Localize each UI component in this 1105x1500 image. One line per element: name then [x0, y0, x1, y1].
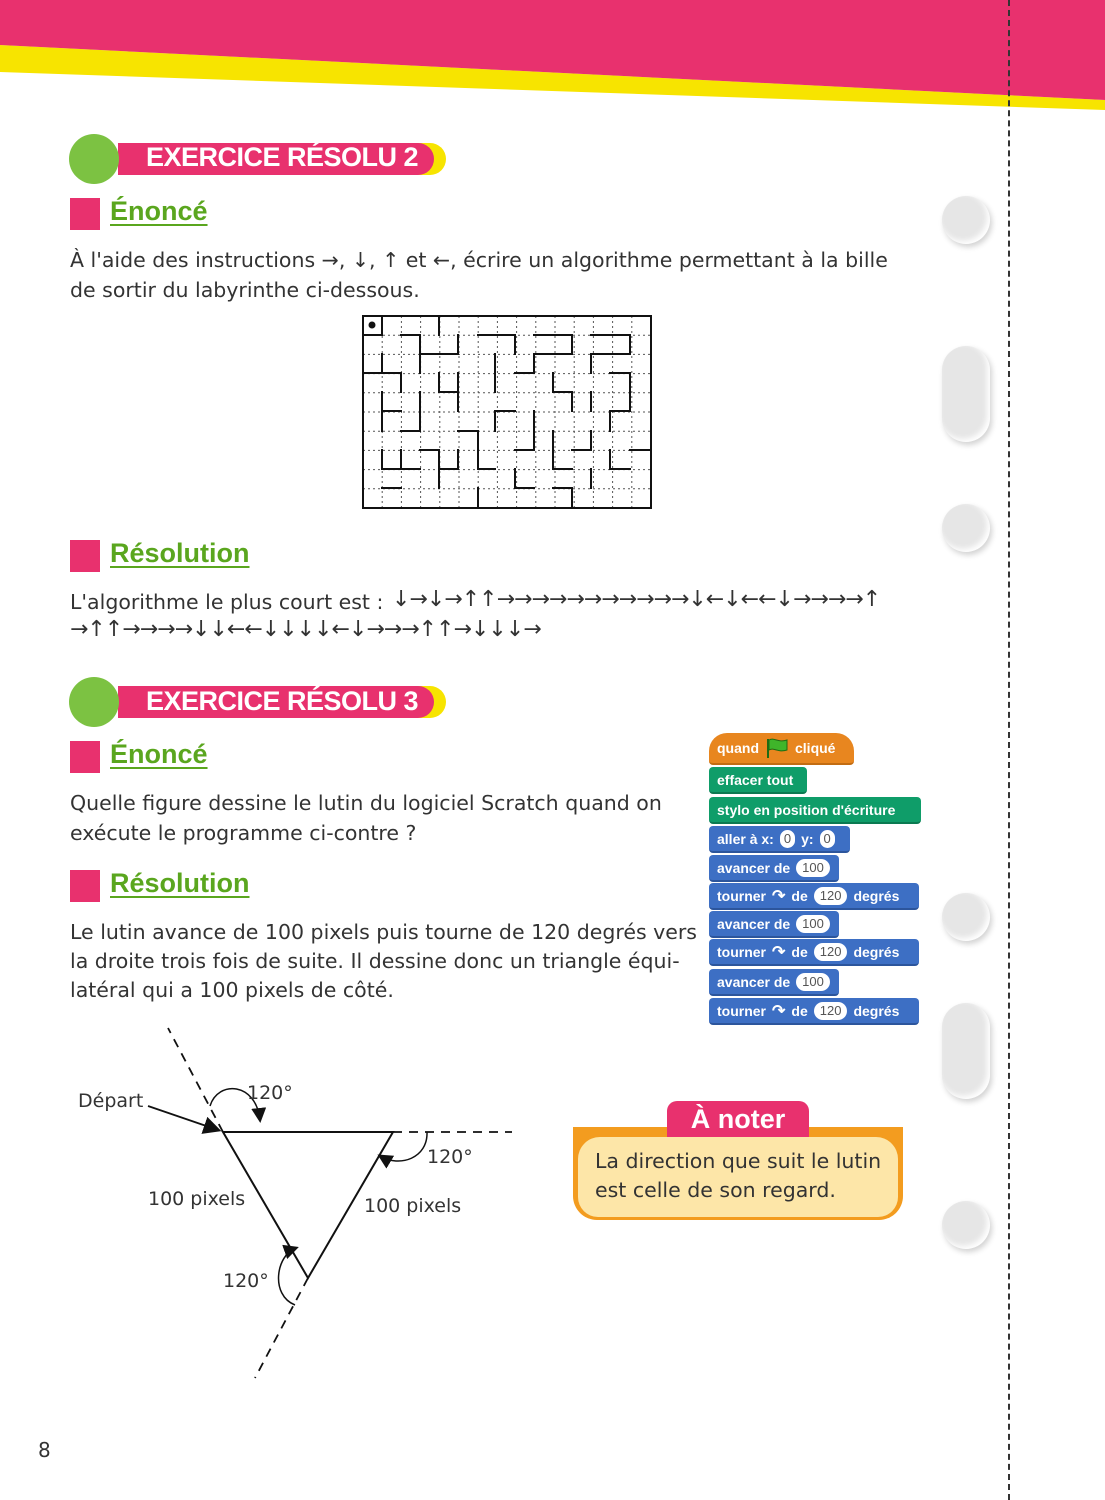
scratch-goto-y-label: y:: [801, 830, 814, 847]
binder-hole: [942, 346, 990, 442]
exercise-2-title: EXERCICE RÉSOLU 2: [146, 142, 419, 172]
scratch-move-value: 100: [796, 859, 830, 877]
binder-hole: [942, 1201, 990, 1249]
exercise-3-resolution-line1: Le lutin avance de 100 pixels puis tourne de 120 degrés vers: [70, 920, 697, 944]
note-title-tab: [667, 1101, 809, 1137]
side-label-left: 100 pixels: [148, 1188, 246, 1210]
scratch-goto-y-value: 0: [820, 830, 835, 848]
scratch-move-block: [709, 969, 839, 996]
scratch-move-label: avancer de: [717, 859, 791, 876]
scratch-turn-block: [709, 998, 919, 1025]
note-title: À noter: [690, 1103, 786, 1134]
turn-right-icon: ↷: [772, 943, 786, 961]
scratch-when-label: quand: [717, 740, 759, 756]
scratch-turn-de: de: [791, 943, 808, 960]
scratch-turn-de: de: [791, 1002, 808, 1019]
scratch-pen-down-label: stylo en position d'écriture: [717, 801, 896, 818]
resolution-heading: Résolution: [110, 868, 250, 898]
scratch-turn-label: tourner: [717, 943, 766, 960]
exercise-2-resolution-prefix: L'algorithme le plus court est :: [70, 590, 384, 614]
scratch-turn-de: de: [791, 887, 808, 904]
scratch-turn-label: tourner: [717, 1002, 766, 1019]
turn-right-icon: ↷: [772, 887, 786, 905]
scratch-move-block: [709, 855, 839, 882]
scratch-turn-unit: degrés: [853, 887, 900, 904]
binder-hole: [942, 196, 990, 244]
exercise-2-arrows-line2: →↑↑→→→→↓↓←←↓↓↓↓←↓→→→↑↑→↓↓↓→: [70, 617, 541, 642]
exercise-2-enonce-line2: de sortir du labyrinthe ci-dessous.: [70, 278, 420, 302]
exercise-3-resolution-line3: latéral qui a 100 pixels de côté.: [70, 978, 394, 1002]
scratch-pen-down-block: [709, 797, 921, 824]
enonce-heading: Énoncé: [110, 196, 208, 226]
scratch-move-label: avancer de: [717, 973, 791, 990]
page-number: 8: [38, 1438, 51, 1462]
section-marker: [70, 540, 100, 572]
side-label-right: 100 pixels: [364, 1195, 462, 1217]
note-box: [573, 1127, 903, 1220]
scratch-turn-block: [709, 883, 919, 910]
turn-right-icon: ↷: [772, 1002, 786, 1020]
section-marker: [70, 870, 100, 902]
green-flag-icon: [765, 737, 789, 759]
scratch-clear-label: effacer tout: [717, 771, 794, 788]
scratch-move-value: 100: [796, 973, 830, 991]
scratch-turn-block: [709, 939, 919, 966]
scratch-turn-value: 120: [814, 887, 848, 905]
note-line2: est celle de son regard.: [595, 1178, 836, 1202]
exercise-3-title: EXERCICE RÉSOLU 3: [146, 686, 419, 716]
start-label: Départ: [78, 1090, 144, 1112]
scratch-turn-value: 120: [814, 943, 848, 961]
angle-label-bottom: 120°: [223, 1270, 269, 1292]
resolution-heading: Résolution: [110, 538, 250, 568]
exercise-3-enonce-line2: exécute le programme ci-contre ?: [70, 821, 417, 845]
binder-hole: [942, 504, 990, 552]
scratch-move-block: [709, 911, 839, 938]
scratch-hat-block: [709, 733, 854, 765]
section-marker: [70, 741, 100, 773]
scratch-goto-label: aller à x:: [717, 830, 774, 847]
scratch-turn-unit: degrés: [853, 1002, 900, 1019]
enonce-heading: Énoncé: [110, 739, 208, 769]
binder-dashed-line: [1008, 0, 1010, 1500]
exercise-3-enonce-line1: Quelle figure dessine le lutin du logiciel Scratch quand on: [70, 791, 662, 815]
exercise-2-arrows-line1: ↓→↓→↑↑→→→→→→→→→→→↓←↓←←↓→→→→↑: [392, 587, 881, 612]
binder-hole: [942, 1003, 990, 1099]
section-marker: [70, 198, 100, 230]
scratch-turn-value: 120: [814, 1002, 848, 1020]
angle-label-top: 120°: [247, 1082, 293, 1104]
scratch-turn-unit: degrés: [853, 943, 900, 960]
scratch-clear-block: [709, 767, 807, 794]
scratch-goto-block: [709, 826, 850, 853]
angle-label-right: 120°: [427, 1146, 473, 1168]
scratch-move-label: avancer de: [717, 915, 791, 932]
scratch-move-value: 100: [796, 915, 830, 933]
scratch-clicked-label: cliqué: [795, 740, 836, 756]
maze: [360, 313, 654, 511]
note-line1: La direction que suit le lutin: [595, 1149, 882, 1173]
scratch-goto-x-value: 0: [780, 830, 795, 848]
binder-hole: [942, 893, 990, 941]
scratch-turn-label: tourner: [717, 887, 766, 904]
exercise-3-resolution-line2: la droite trois fois de suite. Il dessine donc un triangle équi-: [70, 949, 680, 973]
exercise-2-enonce-line1: À l'aide des instructions →, ↓, ↑ et ←, écrire un algorithme permettant à la bille: [70, 248, 888, 272]
top-banner: [0, 0, 1105, 110]
